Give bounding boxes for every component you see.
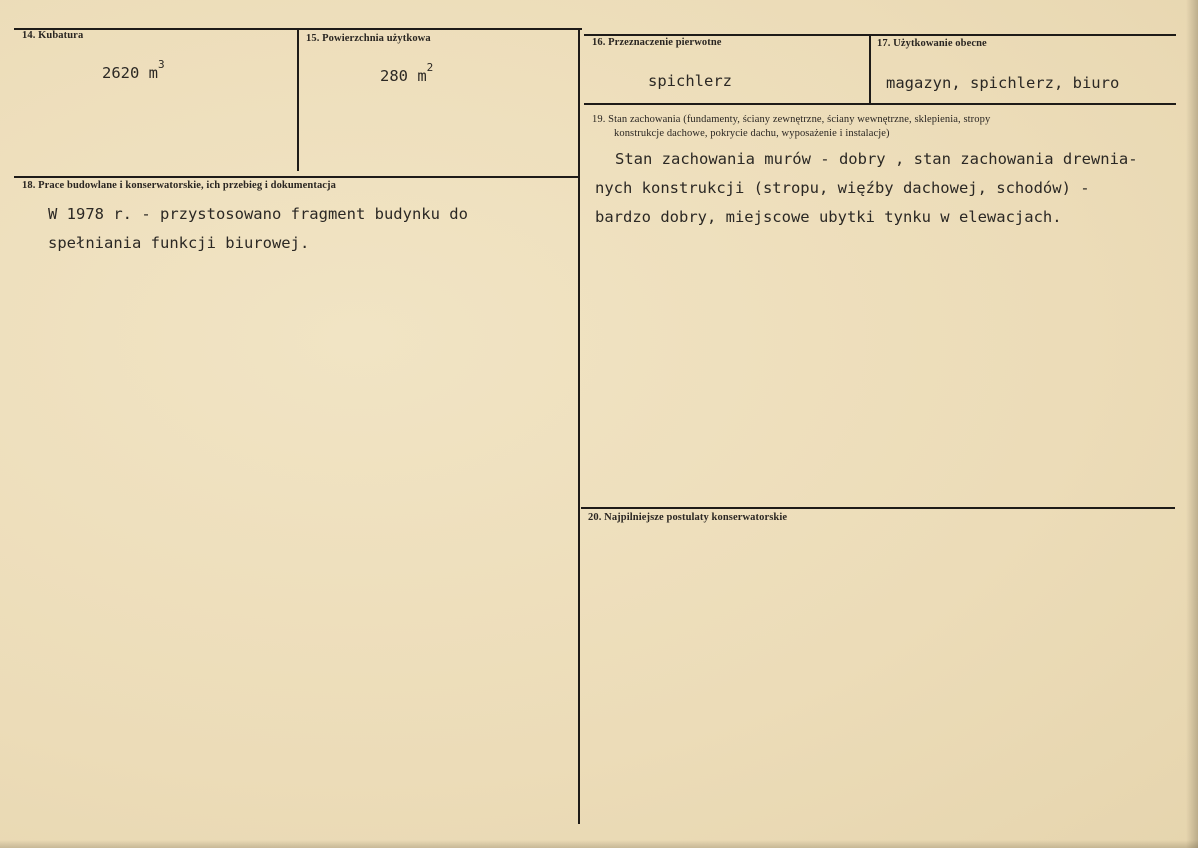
- paper-edge-right: [1186, 0, 1198, 848]
- rule-above-20: [581, 507, 1175, 509]
- divider-14-15: [297, 28, 299, 171]
- area-exponent: 2: [426, 61, 434, 74]
- field-19-line-2: nych konstrukcji (stropu, więźby dachowej, schodów) -: [595, 179, 1090, 197]
- field-18-line-2: spełniania funkcji biurowej.: [48, 234, 310, 252]
- field-14-value: [102, 58, 165, 82]
- field-17-value: magazyn, spichlerz, biuro: [886, 74, 1120, 92]
- rule-above-18: [14, 176, 580, 178]
- field-16-label: 16. Przeznaczenie pierwotne: [592, 37, 722, 48]
- field-19-line-1: Stan zachowania murów - dobry , stan zachowania drewnia-: [615, 150, 1138, 168]
- main-vertical-divider: [578, 30, 580, 824]
- field-18-text: [48, 200, 568, 258]
- field-16-value: spichlerz: [648, 72, 732, 90]
- field-15-value: [380, 61, 434, 85]
- top-rule-right: [584, 34, 1176, 36]
- rule-above-19: [584, 103, 1176, 105]
- kubatura-exponent: 3: [158, 58, 165, 71]
- paper-edge-bottom: [0, 840, 1198, 848]
- field-18-line-1: W 1978 r. - przystosowano fragment budynku do: [48, 205, 468, 223]
- area-value: 280 m: [380, 67, 427, 85]
- field-17-label: 17. Użytkowanie obecne: [877, 38, 987, 49]
- field-19-label-line-2: konstrukcje dachowe, pokrycie dachu, wyposażenie i instalacje): [614, 128, 890, 139]
- field-14-label: 14. Kubatura: [22, 30, 84, 41]
- field-19-line-3: bardzo dobry, miejscowe ubytki tynku w elewacjach.: [595, 208, 1062, 226]
- kubatura-value: 2620 m: [102, 64, 158, 82]
- field-19-label: [592, 113, 1167, 141]
- field-20-label: 20. Najpilniejsze postulaty konserwatorskie: [588, 512, 788, 523]
- field-18-label: 18. Prace budowlane i konserwatorskie, ich przebieg i dokumentacja: [22, 180, 337, 191]
- field-19-label-line-1: 19. Stan zachowania (fundamenty, ściany zewnętrzne, ściany wewnętrzne, sklepienia, stropy: [592, 114, 991, 125]
- field-19-text: [595, 145, 1185, 232]
- field-15-label: 15. Powierzchnia użytkowa: [306, 33, 431, 44]
- divider-16-17: [869, 34, 871, 104]
